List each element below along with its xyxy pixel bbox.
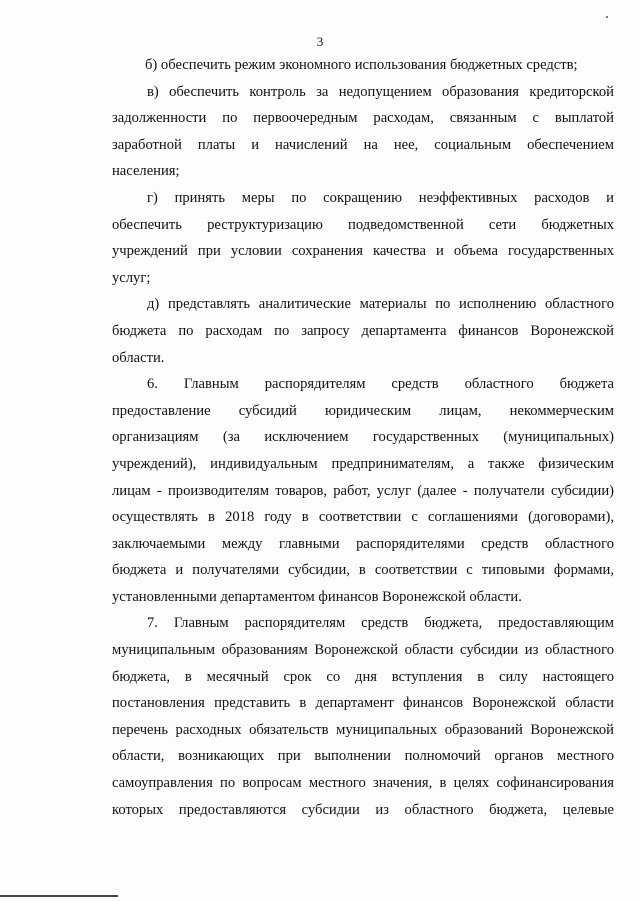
text-line: 6. Главным распорядителям средств областного бюджета [147,376,614,393]
text-line: учреждений), индивидуальным предпринимателям, а также физическим [112,455,614,472]
scan-dot [606,16,608,18]
text-line: д) представлять аналитические материалы по исполнению областного [147,296,614,313]
text-line: г) принять меры по сокращению неэффективных расходов и [147,189,614,206]
text-line: услуг; [112,269,151,286]
text-line: обеспечить реструктуризацию подведомственной сети бюджетных [112,216,614,233]
text-line: муниципальным образованиям Воронежской области субсидии из областного [112,642,614,659]
paragraph-d [112,291,614,371]
text-line: лицам - производителям товаров, работ, услуг (далее - получатели субсидии) [112,482,614,499]
text-line: бюджета, в месячный срок со дня вступления в силу настоящего [112,668,614,685]
text-line: заработной платы и начислений на нее, социальным обеспечением [112,136,614,153]
text-line: задолженности по первоочередным расходам, связанным с выплатой [112,110,614,127]
paragraph-b [112,52,614,79]
text-line: 7. Главным распорядителям средств бюджета, предоставляющим [147,615,614,632]
paragraph-item-7 [112,610,614,823]
page-number: 3 [316,34,324,49]
text-line: осуществлять в 2018 году в соответствии с соглашениями (договорами), [112,509,614,526]
text-line: области, возникающих при выполнении полномочий органов местного [112,748,614,765]
paragraph-v [112,79,614,185]
text-line: учреждений при условии сохранения качества и объема государственных [112,243,614,260]
paragraph-item-6 [112,371,614,610]
text-line: организациям (за исключением государственных (муниципальных) [112,429,614,446]
text-line: перечень расходных обязательств муниципальных образований Воронежской [112,721,614,738]
text-line: предоставление субсидий юридическим лицам, некоммерческим [112,402,614,419]
text-line: бюджета и получателями субсидии, в соответствии с типовыми формами, [112,562,614,579]
paragraph-g [112,185,614,291]
text-line: установленными департаментом финансов Воронежской области. [112,588,522,605]
document-body [112,52,614,823]
text-line: постановления представить в департамент финансов Воронежской области [112,695,614,712]
text-line: бюджета по расходам по запросу департамента финансов Воронежской [112,322,614,339]
text-line: самоуправления по вопросам местного значения, в целях софинансирования [112,775,614,792]
footer-rule [0,895,118,897]
text-line: области. [112,349,165,366]
text-line: заключаемыми между главными распорядителями средств областного [112,535,614,552]
text-line: населения; [112,163,180,180]
text-line: в) обеспечить контроль за недопущением образования кредиторской [147,83,614,100]
text-line: б) обеспечить режим экономного использования бюджетных средств; [145,57,578,73]
text-line: которых предоставляются субсидии из областного бюджета, целевые [112,801,614,818]
